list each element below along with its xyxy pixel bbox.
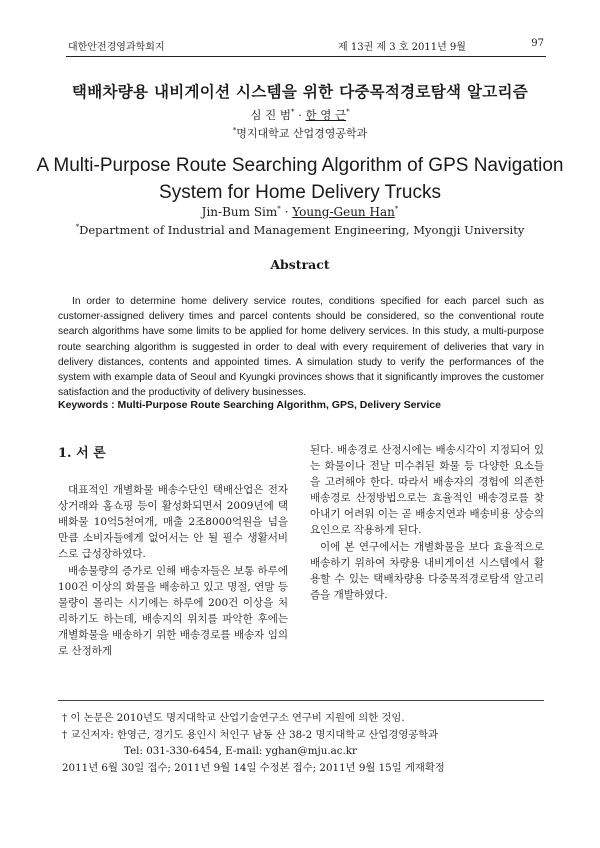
footnote-dates: 2011년 6월 30일 접수; 2011년 9월 14일 수정본 접수; 2011년 9월 15일 게재확정 [62, 761, 445, 774]
volume-info: 제 13권 제 3 호 2011년 9월 [338, 42, 466, 53]
footnotes [62, 710, 552, 776]
korean-authors [0, 107, 600, 123]
journal-name: 대한안전경영과학회지 [68, 42, 165, 53]
english-title-line-1: A Multi-Purpose Route Searching Algorithm of GPS Navigation [36, 155, 564, 176]
english-author-1-mark: * [277, 205, 281, 213]
english-affil-mark: * [75, 223, 80, 232]
running-header [68, 38, 544, 54]
intro-paragraph-1: 대표적인 개별화물 배송수단인 택배산업은 전자상거래와 홈쇼핑 등이 활성화되면서 2009년에 택배화물 10억5천여개, 매출 2조8000억원을 넘을 만큼 소비자들에게 없어서는 안 될 필수 생활서비스로 급성장하였다. [58, 484, 288, 561]
footnote-divider [58, 700, 544, 701]
korean-author-2: 한 영 근 [305, 108, 347, 122]
korean-author-2-mark: * [346, 108, 350, 117]
korean-author-1-mark: * [291, 108, 295, 117]
right-column [310, 442, 544, 603]
korean-title: 택배차량용 내비게이션 시스템을 위한 다중목적경로탐색 알고리즘 [71, 82, 529, 101]
english-title-line-2: System for Home Delivery Trucks [159, 182, 441, 203]
left-column [58, 446, 288, 659]
page-number: 97 [531, 38, 544, 49]
abstract-body: In order to determine home delivery service routes, conditions specified for each parcel such as customer-assigned delivery times and parcel contents should be considered, so the conventional route search algorithms have some limits to be applied for home delivery services. In this study, a multi-purpose route searching algorithm is suggested in order to deal with every requirement of deliveries that vary in delivery distances, contents and appointed times. A simulation study to verify the performances of the system with example data of Seoul and Kyungki provinces shows that it significantly improves the customer satisfaction and the productivity of delivery businesses. [58, 296, 544, 399]
korean-affiliation [0, 125, 600, 141]
intro-paragraph-continued: 된다. 배송경로 산정시에는 배송시각이 지정되어 있는 화물이나 전날 미수취된 화물 등 다양한 요소들을 고려해야 한다. 따라서 배송자의 경험에 의존한 배송경로 산정방법으로는 효율적인 배송경로를 찾아내기 어려워 이는 곧 배송지연과 배송비용 상승의 요인으로 작용하게 된다. [310, 444, 544, 537]
intro-paragraph-3: 이에 본 연구에서는 개별화물을 보다 효율적으로 배송하기 위하여 차량용 내비게이션 시스템에서 활용할 수 있는 택배차량용 다중목적경로탐색 알고리즘을 개발하였다. [310, 540, 544, 601]
english-title [0, 152, 600, 206]
author-separator: · [294, 108, 306, 122]
english-author-2: Young-Geun Han [292, 205, 395, 219]
section-heading-introduction: 1. 서 론 [58, 446, 106, 461]
korean-author-1: 심 진 범 [250, 108, 292, 122]
footnote-corresponding-author: † 교신저자: 한영근, 경기도 용인시 처인구 남동 산 38-2 명지대학교 산업경영공학과 [62, 728, 439, 741]
english-affil-text: Department of Industrial and Management Engineering, Myongji University [79, 223, 525, 237]
english-affiliation [0, 223, 600, 237]
english-author-2-mark: * [394, 205, 399, 213]
intro-paragraph-2: 배송물량의 증가로 인해 배송자들은 보통 하루에 100건 이상의 화물을 배송하고 있고 명절, 연말 등 물량이 몰리는 시기에는 하루에 200건 이상을 처리하기도 하는데, 배송지의 위치를 파악한 후에는 개별화물을 배송하기 위한 배송경로를 배송자 임의로 산정하게 [58, 564, 288, 658]
footnote-funding: † 이 논문은 2010년도 명지대학교 산업기술연구소 연구비 지원에 의한 것임. [62, 712, 405, 724]
footnote-contact: Tel: 031-330-6454, E-mail: yghan@mju.ac.kr [124, 745, 357, 757]
korean-affil-text: 명지대학교 산업경영공학과 [236, 127, 368, 140]
korean-affil-mark: * [232, 126, 237, 135]
english-author-separator: · [280, 205, 293, 219]
header-divider [66, 56, 546, 57]
keywords: Keywords : Multi-Purpose Route Searching Algorithm, GPS, Delivery Service [58, 399, 441, 411]
english-author-1: Jin-Bum Sim [201, 205, 278, 219]
english-authors [0, 205, 600, 219]
abstract-heading: Abstract [270, 257, 330, 272]
